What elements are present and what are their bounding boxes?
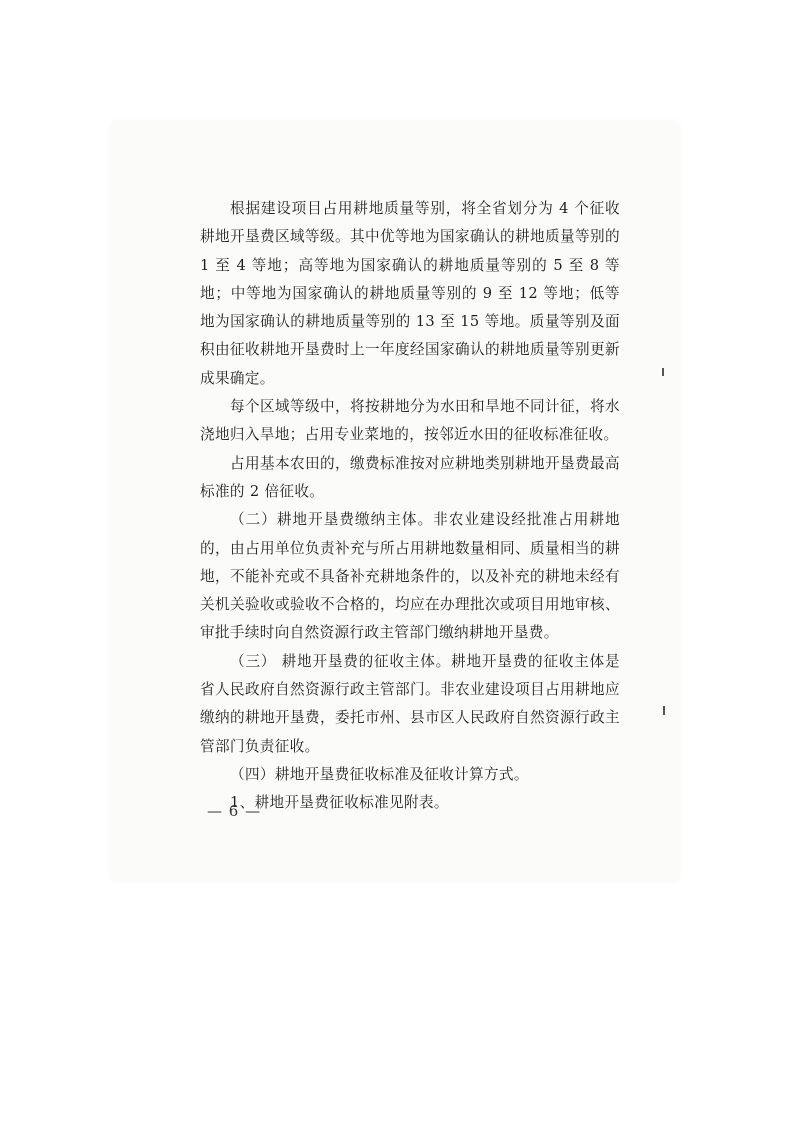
paragraph-region-levels: 每个区域等级中，将按耕地分为水田和旱地不同计征，将水浇地归入旱地；占用专业菜地的，按邻近水田的征收标准征收。 bbox=[200, 398, 620, 444]
document-body bbox=[200, 195, 620, 818]
paragraph-item-1: 1、耕地开垦费征收标准见附表。 bbox=[230, 794, 449, 812]
paragraph-collection-subject: （三） 耕地开垦费的征收主体。耕地开垦费的征收主体是省人民政府自然资源行政主管部门。非农业建设项目占用耕地应缴纳的耕地开垦费，委托市州、县市区人民政府自然资源行政主管部门负责征收。 bbox=[200, 652, 620, 755]
paragraph-quality-grades: 根据建设项目占用耕地质量等别，将全省划分为 4 个征收耕地开垦费区域等级。其中优等地为国家确认的耕地质量等别的 1 至 4 等地；高等地为国家确认的耕地质量等别的 5 至 8 等地；中等地为国家确认的耕地质量等别的 9 至 12 等地；低等地为国家确认的耕地质量等别的 13 至 15 等地。质量等别及面积由征收耕地开垦费时上一年度经国家确认的耕地质量等别更新成果确定。 bbox=[200, 200, 620, 387]
scan-mark bbox=[662, 368, 664, 376]
paragraph-section-heading: （四）耕地开垦费征收标准及征收计算方式。 bbox=[230, 765, 529, 783]
paragraph-payment-subject: （二）耕地开垦费缴纳主体。非农业建设经批准占用耕地的，由占用单位负责补充与所占用耕地数量相同、质量相当的耕地，不能补充或不具备补充耕地条件的，以及补充的耕地未经有关机关验收或验收不合格的，均应在办理批次或项目用地审核、审批手续时向自然资源行政主管部门缴纳耕地开垦费。 bbox=[200, 511, 620, 642]
page-number: — 6 — bbox=[207, 802, 262, 820]
paragraph-basic-farmland: 占用基本农田的，缴费标准按对应耕地类别耕地开垦费最高标准的 2 倍征收。 bbox=[200, 454, 620, 500]
scan-mark bbox=[663, 706, 665, 715]
